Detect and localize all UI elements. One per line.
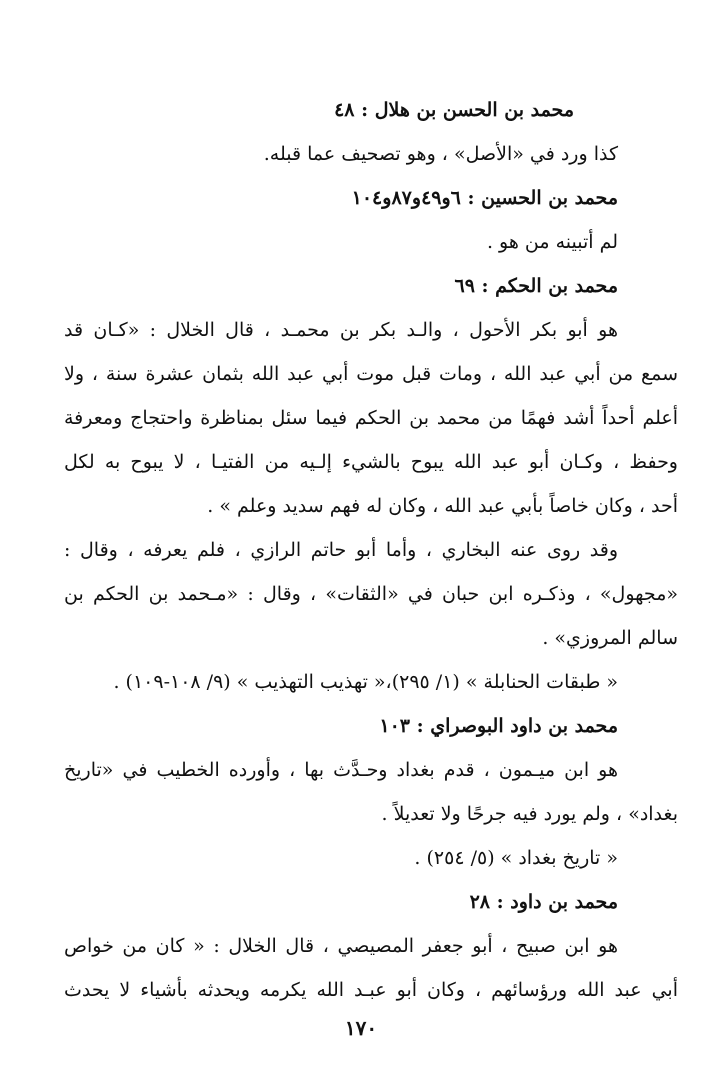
entry-heading: محمد بن الحسن بن هلال : ٤٨: [334, 99, 574, 121]
entry-heading: محمد بن داود البوصراي : ١٠٣: [379, 715, 618, 737]
reference-line: « طبقات الحنابلة » (١/ ٢٩٥)،« تهذيب التهذيب » (٩/ ١٠٨-١٠٩) .: [113, 671, 618, 693]
paragraph-line: هو أبو بكر الأحول ، والـد بكر بن محمـد ، قال الخلال : «كـان قد: [64, 319, 618, 341]
page-body: [64, 88, 678, 1012]
paragraph-line: «مجهول» ، وذكـره ابن حبان في «الثقات» ، وقال : «مـحمد بن الحكم بن: [64, 583, 678, 605]
entry-heading: محمد بن الحسين : ٦و٤٩و٨٧و١٠٤: [351, 187, 618, 209]
paragraph-line: كذا ورد في «الأصل» ، وهو تصحيف عما قبله.: [263, 143, 618, 165]
entry-heading: محمد بن داود : ٢٨: [469, 891, 618, 913]
page-number: ١٧٠: [344, 1016, 378, 1040]
paragraph-line: هو ابن صبيح ، أبو جعفر المصيصي ، قال الخلال : « كان من خواص: [64, 935, 618, 957]
paragraph-line: بغداد» ، ولم يورد فيه جرحًا ولا تعديلاً .: [381, 803, 678, 825]
paragraph-line: أعلم أحداً أشد فهمًا من محمد بن الحكم فيما سئل بمناظرة واحتجاج ومعرفة: [64, 407, 678, 429]
entry-heading: محمد بن الحكم : ٦٩: [454, 275, 618, 297]
paragraph-line: أحد ، وكان خاصاً بأبي عبد الله ، وكان له فهم سديد وعلم » .: [207, 495, 678, 517]
paragraph-line: هو ابن ميـمون ، قدم بغداد وحـدَّث بها ، وأورده الخطيب في «تاريخ: [64, 759, 618, 781]
paragraph-line: لم أتبينه من هو .: [486, 231, 618, 253]
paragraph-line: سالم المروزي» .: [542, 627, 678, 649]
paragraph-line: وقد روى عنه البخاري ، وأما أبو حاتم الرازي ، فلم يعرفه ، وقال :: [64, 539, 618, 561]
paragraph-line: أبي عبد الله ورؤسائهم ، وكان أبو عبـد الله يكرمه ويحدثه بأشياء لا يحدث: [64, 979, 678, 1001]
paragraph-line: وحفظ ، وكـان أبو عبد الله يبوح بالشيء إلـيه من الفتيـا ، لا يبوح به لكل: [64, 451, 678, 473]
reference-line: « تاريخ بغداد » (٥/ ٢٥٤) .: [414, 847, 618, 869]
paragraph-line: سمع من أبي عبد الله ، ومات قبل موت أبي عبد الله بثمان عشرة سنة ، ولا: [64, 363, 678, 385]
